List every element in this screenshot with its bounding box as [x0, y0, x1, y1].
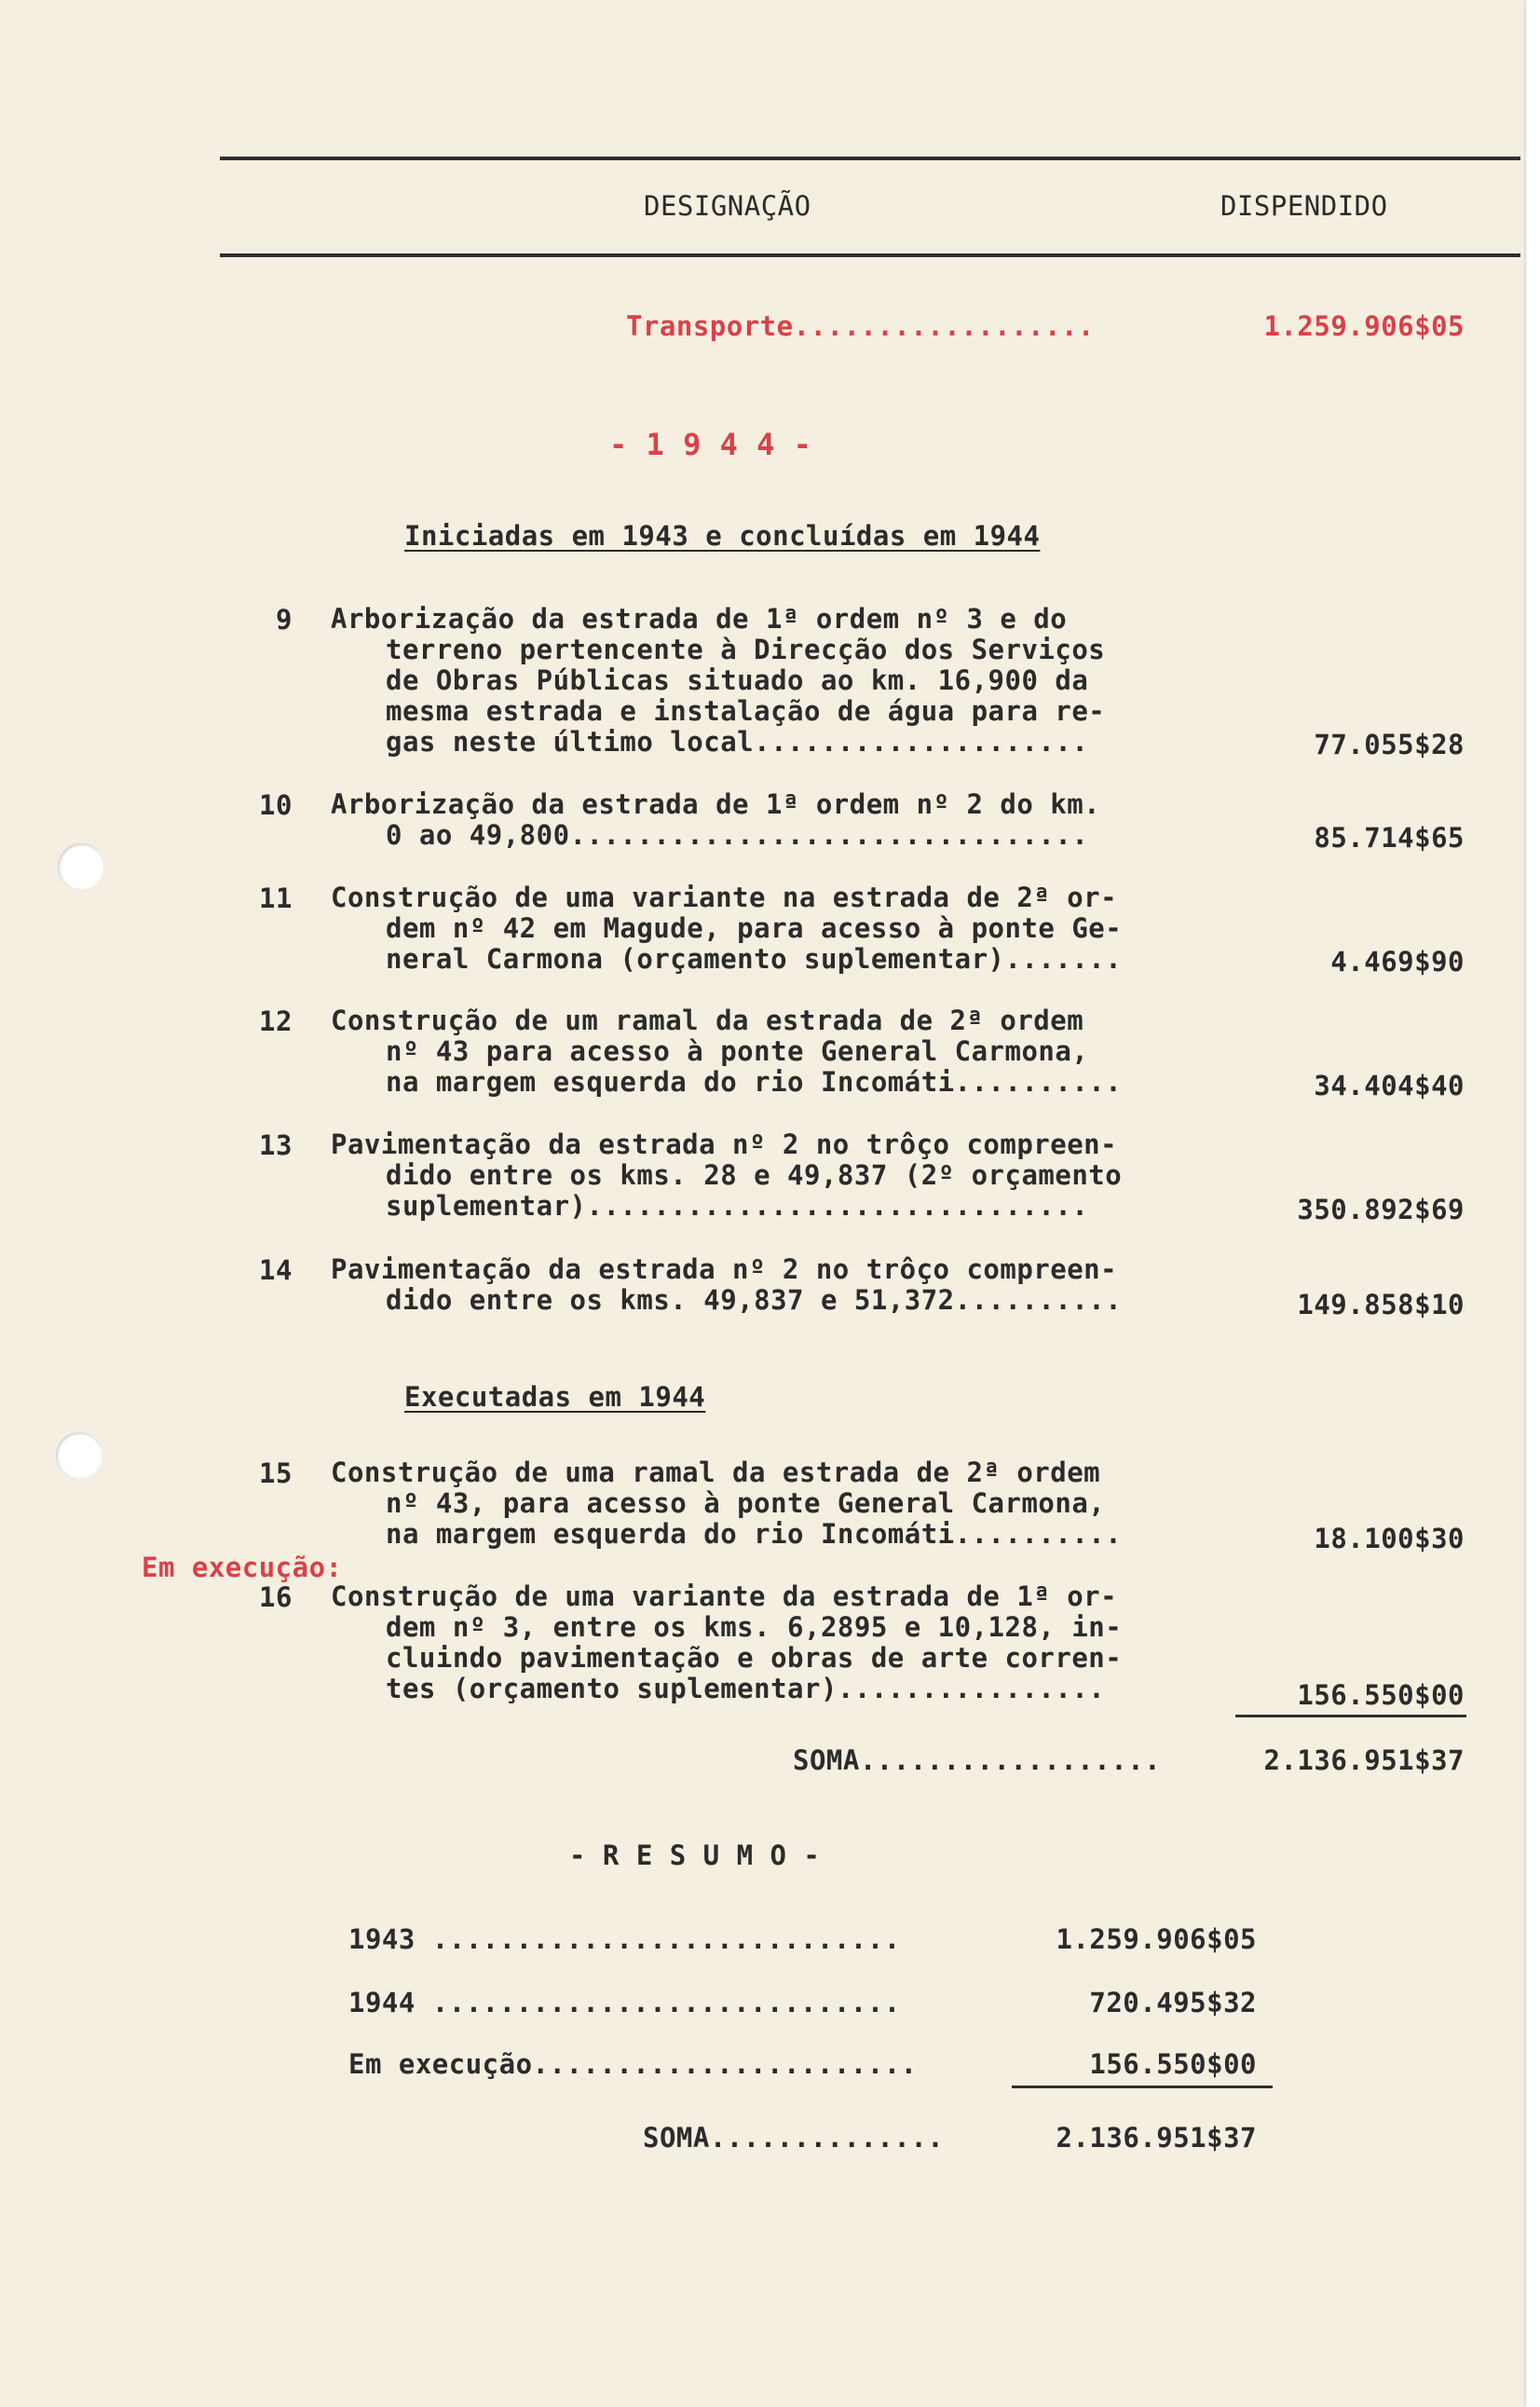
- item-amount: 156.550$00: [1297, 1679, 1465, 1711]
- item-line: tes (orçamento suplementar)................: [386, 1673, 1106, 1704]
- resumo-soma-label: SOMA..............: [643, 2122, 945, 2154]
- item-line: na margem esquerda do rio Incomáti..........: [386, 1518, 1123, 1550]
- item-line: Arborização da estrada de 1ª ordem nº 3 e do: [331, 603, 1068, 635]
- resumo-row-amount: 1.259.906$05: [1056, 1923, 1257, 1955]
- item-number: 12: [259, 1005, 293, 1037]
- soma-label: SOMA..................: [793, 1744, 1162, 1776]
- item-line: dido entre os kms. 28 e 49,837 (2º orçamento: [386, 1159, 1123, 1191]
- item-description: [331, 604, 1105, 758]
- header-designacao: DESIGNAÇÃO: [644, 190, 811, 222]
- item-line: terreno pertencente à Direcção dos Serviços: [386, 634, 1106, 665]
- header-dispendido: DISPENDIDO: [1220, 190, 1388, 222]
- item-description: [331, 1581, 1122, 1704]
- header-bottom-rule: [220, 253, 1520, 257]
- item-number: 13: [259, 1129, 293, 1161]
- resumo-row-label: 1943 ............................: [348, 1923, 901, 1955]
- transporte-label: Transporte..................: [626, 310, 1095, 342]
- item-line: Pavimentação da estrada nº 2 no trôço compreen-: [331, 1128, 1118, 1160]
- item-amount: 149.858$10: [1297, 1289, 1465, 1320]
- item-description: [331, 1005, 1122, 1098]
- soma-amount: 2.136.951$37: [1263, 1744, 1465, 1776]
- item-number: 11: [259, 882, 293, 914]
- item-line: dem nº 3, entre os kms. 6,2895 e 10,128, in-: [386, 1611, 1123, 1643]
- transporte-amount: 1.259.906$05: [1263, 310, 1465, 342]
- item-description: [331, 882, 1122, 975]
- total-rule: [1235, 1715, 1466, 1717]
- item-line: 0 ao 49,800...............................: [386, 819, 1089, 851]
- punch-hole-top: [58, 843, 104, 890]
- em-execucao-note: Em execução:: [142, 1552, 343, 1583]
- item-amount: 4.469$90: [1330, 946, 1465, 978]
- section-title-iniciadas: Iniciadas em 1943 e concluídas em 1944: [404, 520, 1041, 552]
- item-amount: 85.714$65: [1314, 822, 1465, 854]
- section-title-executadas: Executadas em 1944: [404, 1381, 706, 1413]
- item-line: Construção de uma variante na estrada de 2ª or-: [331, 882, 1118, 913]
- item-number: 14: [259, 1254, 293, 1286]
- resumo-total-rule: [1012, 2086, 1273, 2088]
- item-line: Pavimentação da estrada nº 2 no trôço compreen-: [331, 1253, 1118, 1285]
- item-amount: 34.404$40: [1314, 1070, 1465, 1101]
- resumo-row-amount: 156.550$00: [1089, 2048, 1257, 2080]
- resumo-row-label: Em execução.......................: [348, 2048, 918, 2080]
- item-line: nº 43 para acesso à ponte General Carmona,: [386, 1035, 1089, 1067]
- item-line: Construção de uma variante da estrada de 1ª or-: [331, 1580, 1118, 1612]
- item-number: 10: [259, 789, 293, 821]
- resumo-soma-amount: 2.136.951$37: [1056, 2122, 1257, 2154]
- item-description: [331, 1129, 1122, 1222]
- item-line: nº 43, para acesso à ponte General Carmona,: [386, 1487, 1106, 1519]
- item-line: Construção de um ramal da estrada de 2ª ordem: [331, 1005, 1084, 1036]
- item-line: Arborização da estrada de 1ª ordem nº 2 do km.: [331, 788, 1101, 820]
- item-number: 9: [276, 604, 293, 636]
- item-line: gas neste último local....................: [386, 726, 1089, 758]
- item-line: dido entre os kms. 49,837 e 51,372..........: [386, 1284, 1123, 1316]
- item-line: na margem esquerda do rio Incomáti..........: [386, 1066, 1123, 1098]
- item-number: 15: [259, 1457, 293, 1489]
- year-title: - 1 9 4 4 -: [609, 427, 812, 462]
- resumo-row-amount: 720.495$32: [1089, 1987, 1257, 2018]
- item-line: neral Carmona (orçamento suplementar).......: [386, 943, 1123, 975]
- item-description: [331, 1457, 1122, 1550]
- item-line: de Obras Públicas situado ao km. 16,900 da: [386, 664, 1089, 696]
- item-amount: 350.892$69: [1297, 1194, 1465, 1225]
- item-number: 16: [259, 1581, 293, 1613]
- item-line: mesma estrada e instalação de água para re-: [386, 695, 1106, 727]
- item-line: suplementar)..............................: [386, 1190, 1089, 1222]
- header-top-rule: [220, 157, 1520, 160]
- punch-hole-bottom: [56, 1432, 102, 1479]
- item-line: Construção de uma ramal da estrada de 2ª ordem: [331, 1457, 1101, 1488]
- resumo-title: - R E S U M O -: [569, 1839, 821, 1871]
- item-line: dem nº 42 em Magude, para acesso à ponte Ge-: [386, 912, 1123, 944]
- item-description: [331, 789, 1100, 851]
- item-line: cluindo pavimentação e obras de arte corren-: [386, 1642, 1123, 1674]
- item-amount: 18.100$30: [1314, 1523, 1465, 1554]
- item-description: [331, 1254, 1122, 1316]
- item-amount: 77.055$28: [1314, 729, 1465, 760]
- resumo-row-label: 1944 ............................: [348, 1987, 901, 2018]
